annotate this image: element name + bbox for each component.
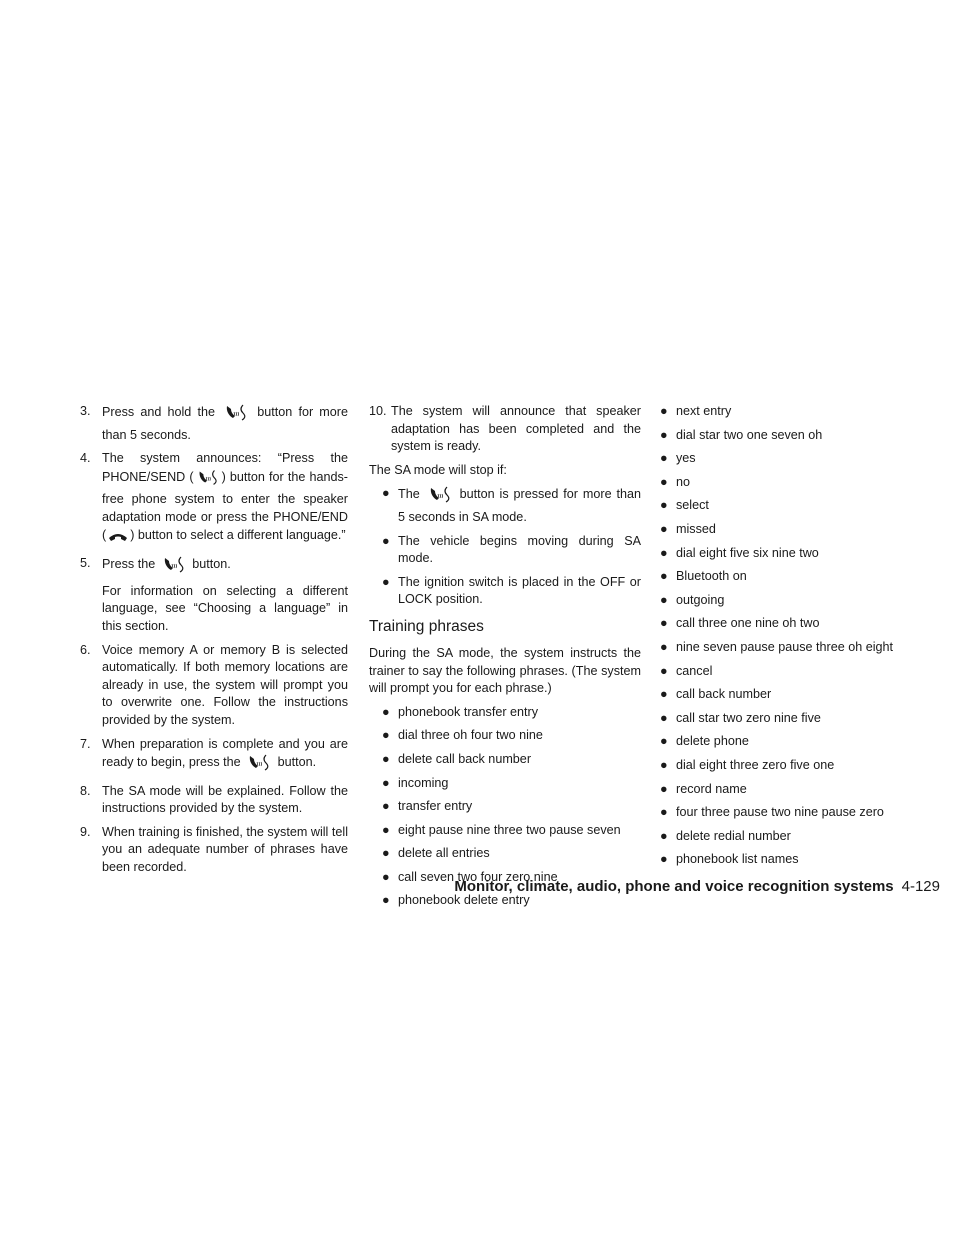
phrase: delete phone [676, 734, 749, 749]
bullet: ● [660, 852, 668, 867]
phrase: select [676, 498, 709, 513]
list-item [369, 845, 641, 863]
step-9: 9. When training is finished, the system will tell you an adequate number of phrases have been recorded. [80, 824, 348, 875]
bullet: ● [382, 704, 390, 719]
page-number: 4-129 [901, 878, 940, 895]
phrase: cancel [676, 663, 713, 678]
list-item [660, 686, 920, 704]
phrase: dial three oh four two nine [398, 728, 543, 743]
phone-end-icon [108, 530, 128, 550]
phrase: dial eight three zero five one [676, 757, 835, 772]
bullet: ● [382, 822, 390, 837]
talk-button-icon [161, 555, 187, 579]
bullet: ● [382, 869, 390, 884]
bullet: ● [382, 728, 390, 743]
list-item [369, 892, 641, 910]
bullet: ● [660, 404, 668, 418]
bullet: ● [382, 486, 390, 501]
bullet: ● [660, 474, 668, 489]
phrase: incoming [398, 775, 449, 790]
phrase: yes [676, 451, 696, 466]
step-10: 10. The system will announce that speaker adaptation has been completed and the system is ready. [369, 404, 641, 454]
bullet: ● [660, 498, 668, 513]
bullet: ● [660, 545, 668, 560]
stop-condition: ● The button is pressed for more than 5 seconds in SA mode. [382, 486, 642, 524]
list-item [660, 450, 920, 468]
phrase: dial eight five six nine two [676, 545, 819, 560]
phrase: call seven two four zero nine [398, 869, 558, 884]
list-item [660, 733, 920, 751]
list-item [660, 639, 920, 657]
list-item [660, 497, 920, 515]
phrase: transfer entry [398, 799, 473, 814]
list-item [369, 704, 641, 722]
bullet: ● [382, 574, 390, 589]
list-item [660, 592, 920, 610]
stop-intro: The SA mode will stop if: [369, 462, 507, 477]
step-number: 5. [80, 556, 91, 571]
step-4: 4. The system announces: “Press the PHONE/SEND ( ) button for the hands-free phone system to enter the speaker adaptation mode or press the PHONE/END ( ) button to select a different language.” [80, 450, 348, 549]
list-item [369, 775, 641, 793]
bullet: ● [660, 710, 668, 725]
bullet: ● [382, 751, 390, 766]
list-item [660, 427, 920, 445]
talk-button-icon [223, 403, 249, 427]
step-number: 3. [80, 404, 91, 418]
list-item [660, 521, 920, 539]
phrase: nine seven pause pause three oh eight [676, 639, 894, 654]
chapter-title: Monitor, climate, audio, phone and voice recognition systems [454, 878, 894, 895]
bullet: ● [660, 616, 668, 631]
step-8: 8. The SA mode will be explained. Follow the instructions provided by the system. [80, 783, 348, 816]
bullet: ● [382, 893, 390, 908]
step-6: 6. Voice memory A or memory B is selected automatically. If both memory locations are already in use, the system will prompt you to overwrite one. Follow the instructions provided by the system. [80, 642, 348, 727]
phrase: call three one nine oh two [676, 616, 820, 631]
step-number: 4. [80, 451, 91, 466]
list-item [660, 545, 920, 563]
step-number: 8. [80, 783, 91, 798]
phrase: dial star two one seven oh [676, 427, 823, 442]
step-number: 6. [80, 642, 91, 657]
bullet: ● [660, 687, 668, 702]
bullet: ● [660, 521, 668, 536]
phrase: phonebook transfer entry [398, 704, 539, 719]
bullet: ● [382, 533, 390, 548]
bullet: ● [660, 451, 668, 466]
phrase: Bluetooth on [676, 569, 747, 584]
talk-button-icon [246, 753, 272, 777]
phrase: phonebook delete entry [398, 893, 530, 908]
bullet: ● [660, 757, 668, 772]
talk-button-icon [427, 485, 453, 509]
bullet: ● [382, 799, 390, 814]
list-item [660, 781, 920, 799]
step-5-note: For information on selecting a different language, see “Choosing a language” in this section. [102, 583, 348, 633]
bullet: ● [660, 663, 668, 678]
list-item [369, 822, 641, 840]
phone-send-icon [196, 468, 220, 492]
column-left [80, 403, 348, 883]
phrase: next entry [676, 404, 732, 418]
list-item [660, 403, 920, 421]
phrase: four three pause two nine pause zero [676, 805, 884, 820]
list-item [660, 663, 920, 681]
column-middle [369, 403, 641, 916]
list-item [660, 757, 920, 775]
list-item [660, 804, 920, 822]
phrase: delete redial number [676, 828, 791, 843]
column-right [660, 403, 920, 875]
step-3: 3. Press and hold the button for more than 5 seconds. [80, 404, 349, 442]
bullet: ● [660, 734, 668, 749]
phrase: no [676, 474, 691, 489]
bullet: ● [660, 427, 668, 442]
phrase-list [660, 403, 920, 869]
bullet: ● [660, 805, 668, 820]
list-item [369, 798, 641, 816]
bullet: ● [660, 592, 668, 607]
list-item [660, 568, 920, 586]
bullet: ● [660, 639, 668, 654]
phrase: delete all entries [398, 846, 490, 861]
section-heading: Training phrases [369, 617, 484, 635]
bullet: ● [660, 828, 668, 843]
bullet: ● [660, 781, 668, 796]
bullet: ● [382, 775, 390, 790]
list-item [369, 727, 641, 745]
phrase: call star two zero nine five [676, 710, 821, 725]
step-number: 9. [80, 824, 91, 839]
stop-condition: ● The ignition switch is placed in the OFF or LOCK position. [382, 574, 641, 607]
list-item [660, 710, 920, 728]
bullet: ● [660, 569, 668, 584]
phrase: record name [676, 781, 747, 796]
page-footer [454, 878, 940, 895]
list-item [660, 615, 920, 633]
phrase: outgoing [676, 592, 725, 607]
step-number: 7. [80, 736, 91, 751]
phrase: delete call back number [398, 751, 532, 766]
section-intro: During the SA mode, the system instructs the trainer to say the following phrases. (The system will prompt you for each phrase.) [369, 645, 641, 696]
bullet: ● [382, 846, 390, 861]
step-number: 10. [369, 404, 387, 418]
stop-condition: ● The vehicle begins moving during SA mode. [382, 533, 641, 566]
list-item [660, 474, 920, 492]
phrase: call back number [676, 687, 772, 702]
phrase: eight pause nine three two pause seven [398, 822, 621, 837]
phrase: missed [676, 521, 716, 536]
phrase: phonebook list names [676, 852, 799, 867]
step-7: 7. When preparation is complete and you are ready to begin, press the button. [80, 736, 348, 777]
list-item [660, 828, 920, 846]
step-5: 5. Press the button. [80, 555, 348, 579]
list-item [660, 851, 920, 869]
list-item [369, 751, 641, 769]
